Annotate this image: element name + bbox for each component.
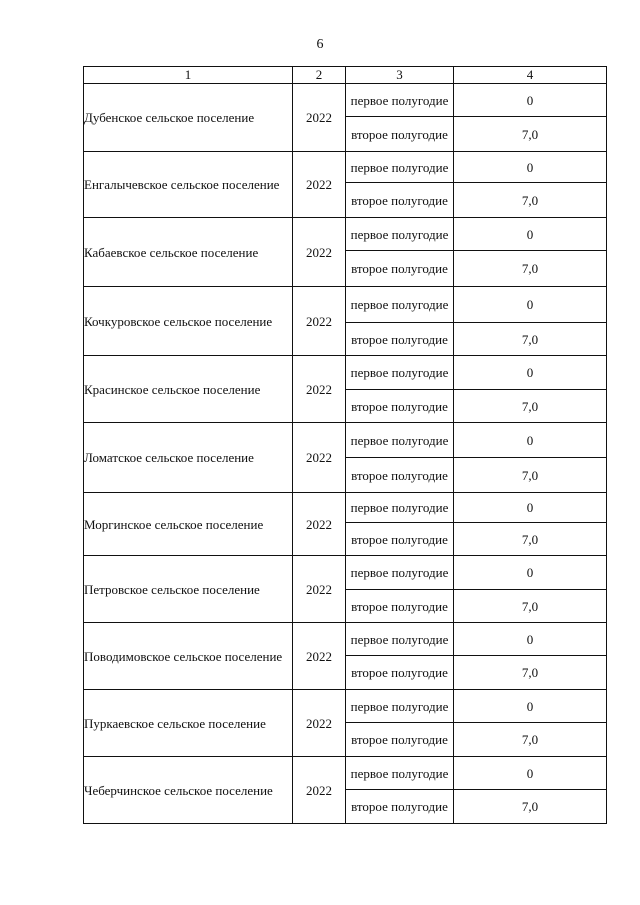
settlement-name: Енгалычевское сельское поселение — [84, 152, 293, 218]
value-cell: 7,0 — [454, 590, 607, 623]
period-cell: второе полугодие — [346, 656, 454, 690]
table-row — [84, 218, 607, 251]
year-cell: 2022 — [293, 356, 346, 423]
table-row — [84, 152, 607, 183]
period-cell: первое полугодие — [346, 423, 454, 458]
period-cell: второе полугодие — [346, 390, 454, 423]
value-cell: 7,0 — [454, 323, 607, 356]
table-row — [84, 556, 607, 590]
settlement-name: Дубенское сельское поселение — [84, 84, 293, 152]
value-cell: 7,0 — [454, 183, 607, 218]
period-cell: первое полугодие — [346, 287, 454, 323]
period-cell: второе полугодие — [346, 590, 454, 623]
period-cell: второе полугодие — [346, 790, 454, 824]
settlement-name: Моргинское сельское поселение — [84, 493, 293, 556]
year-cell: 2022 — [293, 623, 346, 690]
year-cell: 2022 — [293, 287, 346, 356]
settlement-name: Ломатское сельское поселение — [84, 423, 293, 493]
year-cell: 2022 — [293, 556, 346, 623]
header-cell-4: 4 — [454, 67, 607, 84]
period-cell: второе полугодие — [346, 723, 454, 757]
period-cell: первое полугодие — [346, 152, 454, 183]
period-cell: первое полугодие — [346, 556, 454, 590]
settlement-name: Пуркаевское сельское поселение — [84, 690, 293, 757]
period-cell: второе полугодие — [346, 323, 454, 356]
period-cell: второе полугодие — [346, 183, 454, 218]
value-cell: 0 — [454, 218, 607, 251]
year-cell: 2022 — [293, 423, 346, 493]
year-cell: 2022 — [293, 218, 346, 287]
value-cell: 7,0 — [454, 390, 607, 423]
data-table — [83, 66, 607, 824]
value-cell: 0 — [454, 84, 607, 117]
header-cell-2: 2 — [293, 67, 346, 84]
value-cell: 0 — [454, 152, 607, 183]
period-cell: второе полугодие — [346, 251, 454, 287]
header-cell-3: 3 — [346, 67, 454, 84]
table-row — [84, 287, 607, 323]
settlement-name: Чеберчинское сельское поселение — [84, 757, 293, 824]
settlement-name: Кочкуровское сельское поселение — [84, 287, 293, 356]
period-cell: второе полугодие — [346, 458, 454, 493]
value-cell: 0 — [454, 493, 607, 523]
period-cell: первое полугодие — [346, 356, 454, 390]
period-cell: первое полугодие — [346, 218, 454, 251]
period-cell: второе полугодие — [346, 523, 454, 556]
value-cell: 7,0 — [454, 458, 607, 493]
value-cell: 0 — [454, 757, 607, 790]
year-cell: 2022 — [293, 690, 346, 757]
value-cell: 7,0 — [454, 656, 607, 690]
year-cell: 2022 — [293, 152, 346, 218]
value-cell: 7,0 — [454, 251, 607, 287]
value-cell: 0 — [454, 423, 607, 458]
settlement-name: Поводимовское сельское поселение — [84, 623, 293, 690]
table-row — [84, 690, 607, 723]
value-cell: 0 — [454, 556, 607, 590]
year-cell: 2022 — [293, 493, 346, 556]
table-row — [84, 423, 607, 458]
settlement-name: Петровское сельское поселение — [84, 556, 293, 623]
table-row — [84, 356, 607, 390]
value-cell: 7,0 — [454, 790, 607, 824]
value-cell: 7,0 — [454, 117, 607, 152]
value-cell: 0 — [454, 623, 607, 656]
year-cell: 2022 — [293, 84, 346, 152]
value-cell: 0 — [454, 690, 607, 723]
value-cell: 7,0 — [454, 523, 607, 556]
value-cell: 7,0 — [454, 723, 607, 757]
header-cell-1: 1 — [84, 67, 293, 84]
period-cell: первое полугодие — [346, 493, 454, 523]
period-cell: первое полугодие — [346, 690, 454, 723]
page-number: 6 — [316, 37, 324, 52]
table-row — [84, 493, 607, 523]
table-row — [84, 623, 607, 656]
table-row — [84, 84, 607, 117]
value-cell: 0 — [454, 356, 607, 390]
period-cell: первое полугодие — [346, 757, 454, 790]
header-row — [84, 67, 607, 84]
value-cell: 0 — [454, 287, 607, 323]
settlement-name: Кабаевское сельское поселение — [84, 218, 293, 287]
table-row — [84, 757, 607, 790]
settlement-name: Красинское сельское поселение — [84, 356, 293, 423]
period-cell: второе полугодие — [346, 117, 454, 152]
period-cell: первое полугодие — [346, 84, 454, 117]
period-cell: первое полугодие — [346, 623, 454, 656]
year-cell: 2022 — [293, 757, 346, 824]
